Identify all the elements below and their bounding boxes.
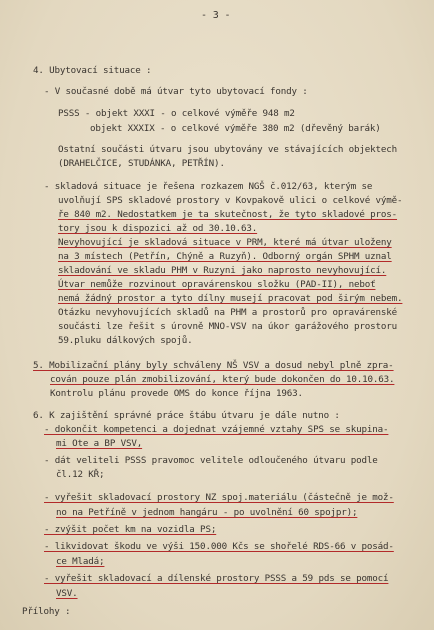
text-line: no na Petříně v jednom hangáru - po uvolnění 60 spojpr); [56, 507, 358, 518]
text-line: Kontrolu plánu provede OMS do konce října 1963. [50, 388, 303, 399]
text-line: - likvidovat škodu ve výši 150.000 Kčs se shořelé RDS-66 v posád- [44, 541, 394, 552]
text-line: skladování ve skladu PHM v Ruzyni jako naprosto nevyhovující. [58, 265, 387, 276]
text-line: - dokončit kompetenci a dojednat vzájemné vztahy SPS se skupina- [44, 424, 389, 435]
text-line: (DRAHELČICE, STUDÁNKA, PETŘÍN). [58, 158, 225, 169]
text-line: - vyřešit skladovací a dílenské prostory PSSS a 59 pds se pomocí [44, 573, 389, 584]
text-line: tory jsou k dispozici až od 30.10.63. [58, 223, 258, 234]
text-line: Otázku nevyhovujících skladů na PHM a prostorů pro opravárenské [58, 307, 398, 318]
section-5-line: 5. Mobilizační plány byly schváleny NŠ VSV a dosud nebyl plně zpra- [33, 360, 394, 371]
text-line: - dát veliteli PSSS pravomoc velitele odloučeného útvaru podle [44, 455, 378, 466]
text-line: - skladová situace je řešena rozkazem NGŠ č.012/63, kterým se [44, 181, 373, 192]
section-4-heading: 4. Ubytovací situace : [33, 65, 152, 76]
text-line: uvolňují SPS skladové prostory v Kovpakově ulici o celkové výmě- [58, 195, 403, 206]
text-line: - vyřešit skladovací prostory NZ spoj.materiálu (částečně je mož- [44, 492, 394, 503]
attachments-label: Přílohy : [22, 606, 71, 617]
text-line: Ostatní součásti útvaru jsou ubytovány ve stávajících objektech [58, 144, 398, 155]
text-line: VSV. [56, 588, 78, 599]
text-line: PSSS - objekt XXXI - o celkové výměře 948 m2 [58, 108, 295, 119]
text-line: ře 840 m2. Nedostatkem je ta skutečnost, že tyto skladové pros- [58, 209, 398, 220]
text-line: čl.12 KŘ; [56, 469, 105, 480]
text-line: Útvar nemůže rozvinout opravárenskou složku (PAD-II), neboť [58, 279, 376, 290]
text-line: Nevyhovující je skladová situace v PRM, které má útvar uloženy [58, 237, 392, 248]
text-line: součásti lze řešit s úrovně MNO-VSV na úkor garážového prostoru [58, 321, 398, 332]
text-line: objekt XXXIX - o celkové výměře 380 m2 (dřevěný barák) [90, 123, 381, 134]
text-line: ce Mladá; [56, 556, 105, 567]
text-line: na 3 místech (Petřín, Chýně a Ruzyň). Odborný orgán SPHM uznal [58, 251, 392, 262]
page-number: - 3 - [201, 10, 231, 21]
text-line: mi Ote a BP VSV, [56, 438, 143, 449]
section-6-heading: 6. K zajištění správné práce štábu útvaru je dále nutno : [33, 410, 340, 421]
text-line: 59.pluku dálkových spojů. [58, 335, 193, 346]
text-line: nemá žádný prostor a tyto dílny musejí pracovat pod širým nebem. [58, 293, 403, 304]
text-line: - zvýšit počet km na vozidla PS; [44, 524, 217, 535]
text-line: - V současné době má útvar tyto ubytovací fondy : [44, 86, 308, 97]
text-line: cován pouze plán zmobilizování, který bude dokončen do 10.10.63. [50, 374, 395, 385]
